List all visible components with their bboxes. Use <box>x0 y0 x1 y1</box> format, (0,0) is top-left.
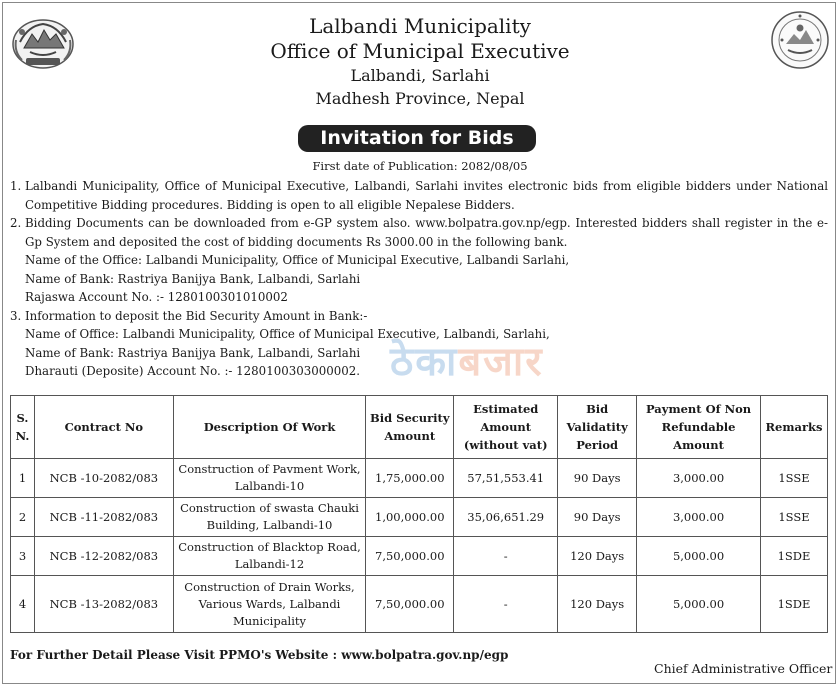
cell-remarks: 1SSE <box>760 498 827 537</box>
publication-date: First date of Publication: 2082/08/05 <box>312 159 528 173</box>
cell-payment: 5,000.00 <box>637 537 761 576</box>
cell-security: 7,50,000.00 <box>366 537 454 576</box>
paragraph-3 <box>10 307 828 381</box>
cell-payment: 3,000.00 <box>637 459 761 498</box>
cell-sn: 3 <box>11 537 35 576</box>
office-province: Madhesh Province, Nepal <box>315 89 525 108</box>
cell-remarks: 1SDE <box>760 576 827 633</box>
cell-remarks: 1SDE <box>760 537 827 576</box>
cell-sn: 1 <box>11 459 35 498</box>
cell-description: Construction of swasta Chauki Building, Lalbandi-10 <box>173 498 366 537</box>
bank-line: Name of Bank: Rastriya Banijya Bank, Lalbandi, Sarlahi <box>25 271 361 286</box>
header-remarks: Remarks <box>760 396 827 459</box>
paragraph-text: Information to deposit the Bid Security Amount in Bank:- <box>25 308 368 323</box>
notice-body <box>10 177 828 381</box>
header-contract: Contract No <box>34 396 173 459</box>
office-line: Name of Office: Lalbandi Municipality, Office of Municipal Executive, Lalbandi, Sarlahi, <box>25 327 550 341</box>
cell-description: Construction of Blacktop Road, Lalbandi-12 <box>173 537 366 576</box>
cell-description: Construction of Pavment Work, Lalbandi-10 <box>173 459 366 498</box>
paragraph-text: Bidding Documents can be downloaded from e-GP system also. www.bolpatra.gov.np/egp. Interested bidders shall register in the e-Gp System and deposited the cost of bidding documents Rs 3000.00 in the following bank. <box>25 216 828 249</box>
cell-contract: NCB -13-2082/083 <box>34 576 173 633</box>
office-location: Lalbandi, Sarlahi <box>350 66 490 85</box>
header-payment: Payment Of Non Refundable Amount <box>637 396 761 459</box>
municipality-name: Lalbandi Municipality <box>309 14 531 38</box>
cell-contract: NCB -10-2082/083 <box>34 459 173 498</box>
paragraph-1 <box>10 177 828 214</box>
table-row <box>11 537 828 576</box>
paragraph-text: Lalbandi Municipality, Office of Municipal Executive, Lalbandi, Sarlahi invites electronic bids from eligible bidders under National Competitive Bidding procedures. Bidding is open to all eligible Nepalese Bidders. <box>25 179 828 212</box>
paragraph-number: 1. <box>10 179 22 193</box>
signatory: Chief Administrative Officer <box>654 661 833 676</box>
bank-line: Name of Bank: Rastriya Banijya Bank, Lalbandi, Sarlahi <box>25 345 361 360</box>
cell-contract: NCB -12-2082/083 <box>34 537 173 576</box>
table-row <box>11 459 828 498</box>
watermark-part2: बजार <box>458 339 544 385</box>
header-validity: Bid Validatity Period <box>558 396 637 459</box>
table-row <box>11 498 828 537</box>
paragraph-number: 2. <box>10 216 22 230</box>
cell-payment: 3,000.00 <box>637 498 761 537</box>
paragraph-number: 3. <box>10 308 22 323</box>
cell-payment: 5,000.00 <box>637 576 761 633</box>
bids-table <box>10 395 828 633</box>
cell-security: 1,00,000.00 <box>366 498 454 537</box>
account-line: Rajaswa Account No. :- 1280100301010002 <box>25 290 288 304</box>
cell-sn: 4 <box>11 576 35 633</box>
cell-estimated: - <box>454 537 558 576</box>
notice-title: Invitation for Bids <box>298 125 536 152</box>
cell-estimated: - <box>454 576 558 633</box>
office-name: Office of Municipal Executive <box>270 39 570 63</box>
cell-validity: 120 Days <box>558 537 637 576</box>
watermark-part1: ठेका <box>390 339 459 385</box>
cell-validity: 90 Days <box>558 498 637 537</box>
paragraph-2 <box>10 214 828 307</box>
header-sn: S. N. <box>11 396 35 459</box>
cell-validity: 90 Days <box>558 459 637 498</box>
website-note: For Further Detail Please Visit PPMO's Website : www.bolpatra.gov.np/egp <box>10 648 509 662</box>
cell-estimated: 35,06,651.29 <box>454 498 558 537</box>
table-row <box>11 576 828 633</box>
cell-contract: NCB -11-2082/083 <box>34 498 173 537</box>
cell-security: 7,50,000.00 <box>366 576 454 633</box>
cell-validity: 120 Days <box>558 576 637 633</box>
header-description: Description Of Work <box>173 396 366 459</box>
header-security: Bid Security Amount <box>366 396 454 459</box>
account-line: Dharauti (Deposite) Account No. :- 1280100303000002. <box>25 364 361 378</box>
cell-sn: 2 <box>11 498 35 537</box>
cell-security: 1,75,000.00 <box>366 459 454 498</box>
office-header <box>0 14 840 110</box>
table-header-row <box>11 396 828 459</box>
cell-description: Construction of Drain Works, Various Wards, Lalbandi Municipality <box>173 576 366 633</box>
cell-estimated: 57,51,553.41 <box>454 459 558 498</box>
header-estimated: Estimated Amount (without vat) <box>454 396 558 459</box>
office-line: Name of the Office: Lalbandi Municipality, Office of Municipal Executive, Lalbandi Sarlahi, <box>25 253 570 267</box>
cell-remarks: 1SSE <box>760 459 827 498</box>
